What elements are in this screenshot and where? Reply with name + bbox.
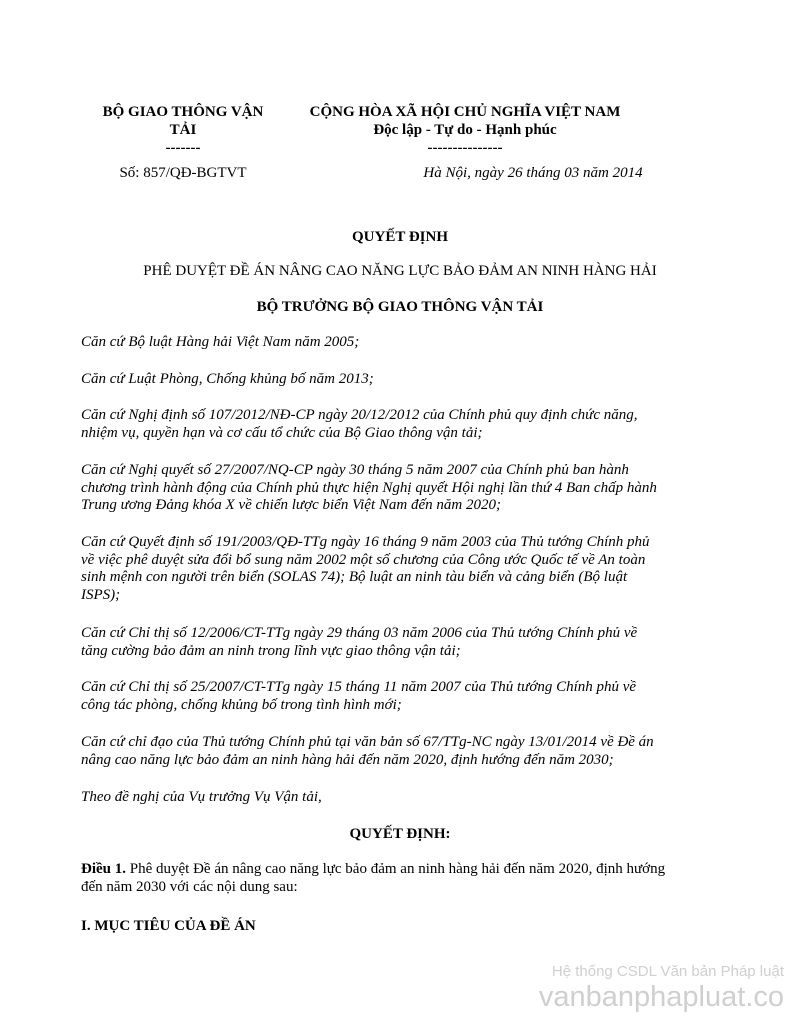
agency-line-1: BỘ GIAO THÔNG VẬN: [102, 104, 264, 120]
text-line: nhiệm vụ, quyền hạn và cơ cấu tổ chức của Bộ Giao thông vận tải;: [81, 424, 483, 441]
text-line: Căn cứ Nghị định số 107/2012/NĐ-CP ngày 20/12/2012 của Chính phủ quy định chức năng,: [81, 407, 638, 423]
text-line: Căn cứ Luật Phòng, Chống khủng bố năm 2013;: [81, 371, 374, 387]
document-number: Số: 857/QĐ-BGTVT: [119, 165, 247, 181]
watermark-line-1: Hệ thống CSDL Văn bản Pháp luật: [551, 963, 784, 980]
preamble-paragraph: [81, 625, 711, 660]
document-title: QUYẾT ĐỊNH: [352, 229, 448, 245]
article-label: Điều 1.: [81, 861, 126, 877]
text-line: ISPS);: [81, 587, 121, 604]
text-line: Căn cứ Chỉ thị số 25/2007/CT-TTg ngày 15 tháng 11 năm 2007 của Thủ tướng Chính phủ về: [81, 679, 637, 695]
article-1-line: đến năm 2030 với các nội dung sau:: [81, 878, 298, 895]
document-date: Hà Nội, ngày 26 tháng 03 năm 2014: [423, 165, 643, 181]
preamble-paragraph: [81, 679, 711, 714]
text-line: Căn cứ Chỉ thị số 12/2006/CT-TTg ngày 29 tháng 03 năm 2006 của Thủ tướng Chính phủ về: [81, 625, 638, 641]
article-text: Phê duyệt Đề án nâng cao năng lực bảo đảm an ninh hàng hải đến năm 2020, định hướng: [126, 861, 666, 877]
national-motto: [292, 103, 638, 157]
text-line: chương trình hành động của Chính phủ thực hiện Nghị quyết Hội nghị lần thứ 4 Ban chấp hành: [81, 479, 657, 496]
text-line: về việc phê duyệt sửa đổi bổ sung năm 2002 một số chương của Công ước Quốc tế về An toàn: [81, 551, 646, 568]
text-line: Trung ương Đảng khóa X về chiến lược biển Việt Nam đến năm 2020;: [81, 497, 501, 514]
preamble-paragraph: [81, 734, 711, 769]
document-subject: PHÊ DUYỆT ĐỀ ÁN NÂNG CAO NĂNG LỰC BẢO ĐẢM AN NINH HÀNG HẢI: [143, 263, 657, 279]
text-line: tăng cường bảo đảm an ninh trong lĩnh vực giao thông vận tải;: [81, 642, 461, 659]
preamble-paragraph: [81, 789, 711, 807]
agency-divider: -------: [165, 140, 201, 156]
section-heading: I. MỤC TIÊU CỦA ĐỀ ÁN: [81, 918, 256, 934]
article-1: [81, 861, 721, 896]
text-line: Theo đề nghị của Vụ trưởng Vụ Vận tải,: [81, 789, 322, 805]
issuer-title: BỘ TRƯỞNG BỘ GIAO THÔNG VẬN TẢI: [256, 299, 544, 315]
motto: Độc lập - Tự do - Hạnh phúc: [373, 122, 557, 138]
preamble-paragraph: [81, 534, 711, 605]
decision-heading: QUYẾT ĐỊNH:: [349, 826, 451, 842]
text-line: Căn cứ Quyết định số 191/2003/QĐ-TTg ngày 16 tháng 9 năm 2003 của Thủ tướng Chính phủ: [81, 534, 650, 550]
preamble-paragraph: [81, 334, 711, 352]
text-line: Căn cứ Bộ luật Hàng hải Việt Nam năm 2005;: [81, 334, 360, 350]
country-name: CỘNG HÒA XÃ HỘI CHỦ NGHĨA VIỆT NAM: [309, 104, 621, 120]
text-line: Căn cứ Nghị quyết số 27/2007/NQ-CP ngày 30 tháng 5 năm 2007 của Chính phủ ban hành: [81, 462, 629, 478]
agency-line-2: TẢI: [169, 122, 197, 138]
preamble-paragraph: [81, 462, 711, 515]
motto-divider: ---------------: [427, 140, 503, 156]
preamble-paragraph: [81, 407, 711, 442]
text-line: công tác phòng, chống khủng bố trong tình hình mới;: [81, 696, 402, 713]
text-line: nâng cao năng lực bảo đảm an ninh hàng hải đến năm 2020, định hướng đến năm 2030;: [81, 751, 614, 768]
text-line: Căn cứ chỉ đạo của Thủ tướng Chính phủ tại văn bản số 67/TTg-NC ngày 13/01/2014 về Đề án: [81, 734, 654, 750]
article-1-line: [81, 861, 721, 879]
watermark-site: vanbanphapluat.co: [538, 981, 784, 1013]
preamble-paragraph: [81, 371, 711, 389]
text-line: sinh mệnh con người trên biển (SOLAS 74); Bộ luật an ninh tàu biển và cảng biển (Bộ luật: [81, 569, 628, 586]
issuing-agency: [86, 103, 280, 157]
